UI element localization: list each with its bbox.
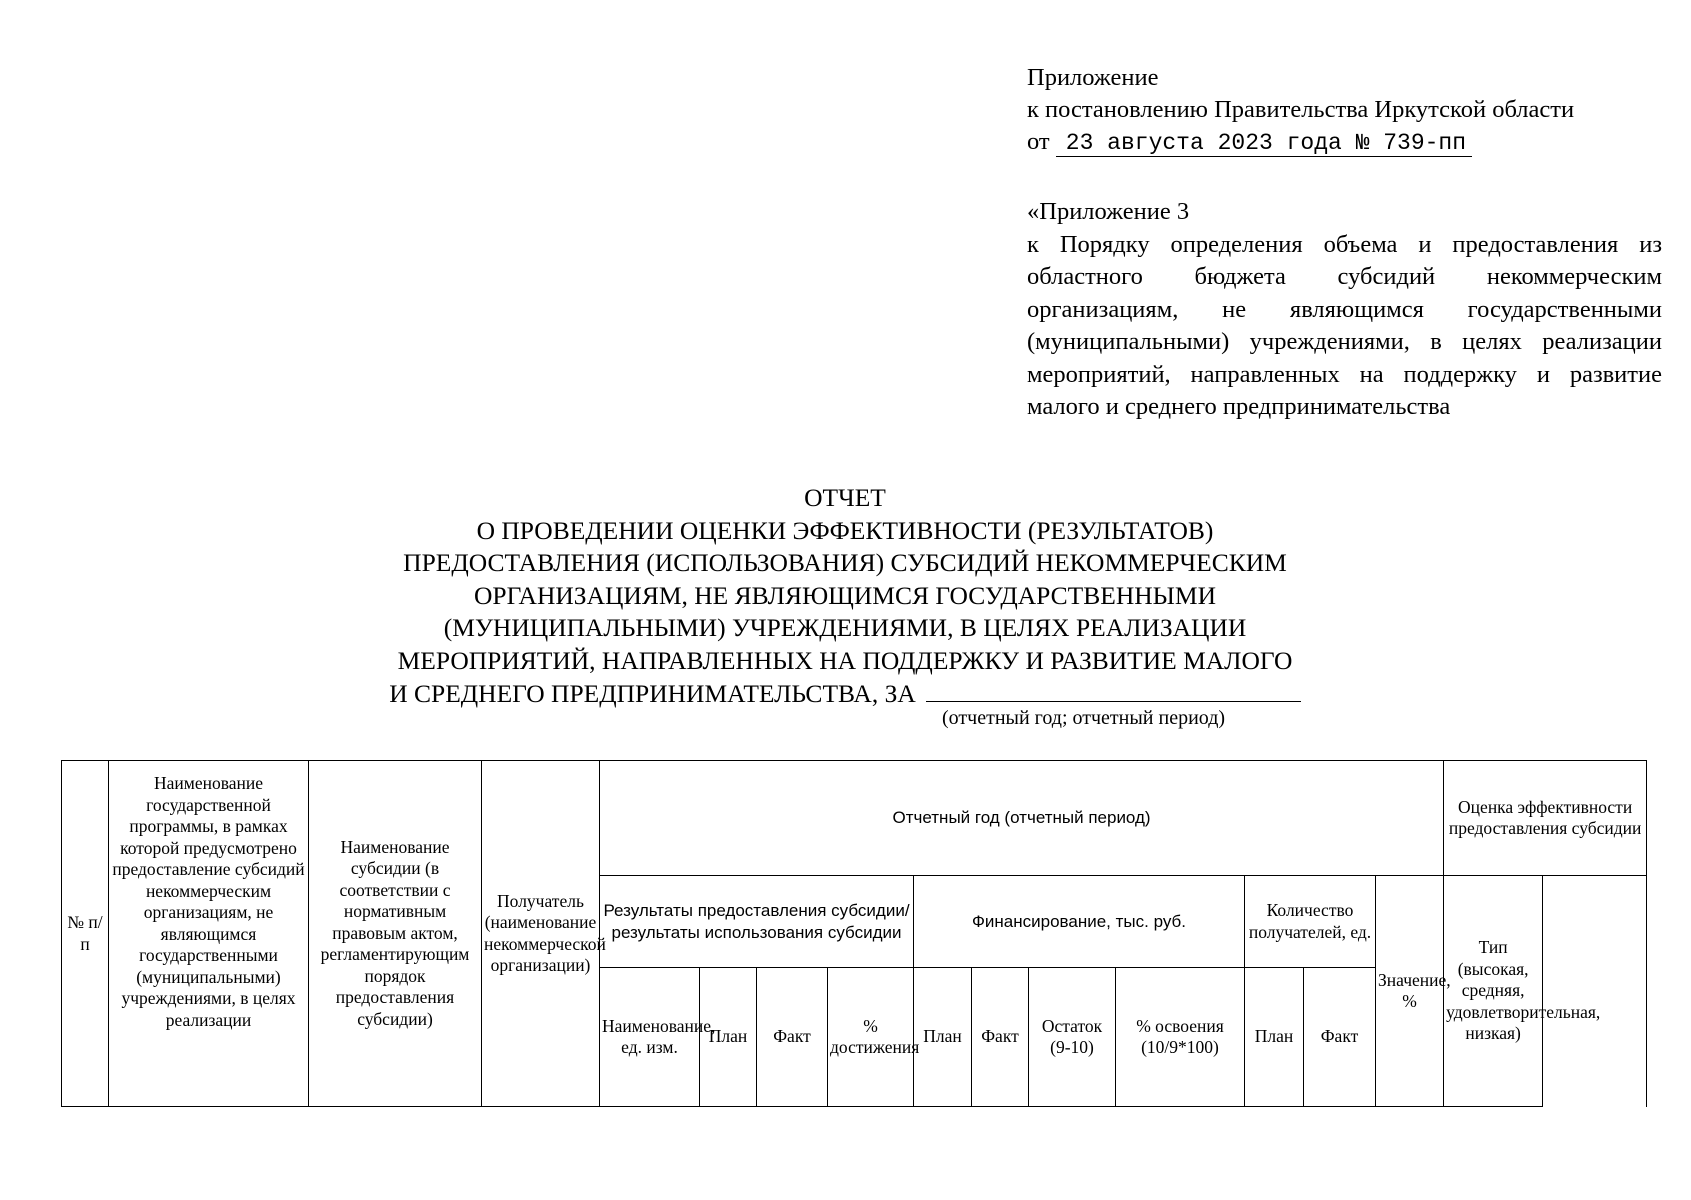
- header-number: № п/п: [62, 761, 109, 1107]
- header-financing-group: Финансирование, тыс. руб.: [914, 876, 1245, 968]
- header-assessment: Оценка эффективности предоставления субсидии: [1444, 761, 1647, 876]
- report-title-last-line: И СРЕДНЕГО ПРЕДПРИНИМАТЕЛЬСТВА, ЗА: [389, 679, 916, 708]
- header-value-pct: Значение, %: [1376, 876, 1444, 1107]
- appendix-decree-line: к постановлению Правительства Иркутской области: [1027, 96, 1575, 123]
- report-table: [61, 760, 1647, 1107]
- header-subsidy-name: Наименование субсидии (в соответствии с нормативным правовым актом, регламентирующим порядок предоставления субсидии): [309, 761, 482, 1107]
- report-title-line: ОТЧЕТ: [804, 483, 886, 512]
- header-recipients-plan: План: [1245, 968, 1304, 1107]
- header-results-plan: План: [700, 968, 757, 1107]
- header-financing-fact: Факт: [972, 968, 1029, 1107]
- period-caption: (отчетный год; отчетный период): [942, 707, 1226, 729]
- decree-reference-line: [1027, 126, 1662, 158]
- appendix-3-title: «Приложение 3: [1027, 198, 1190, 225]
- appendix-3-header: [1027, 196, 1662, 424]
- report-title-line: МЕРОПРИЯТИЙ, НАПРАВЛЕННЫХ НА ПОДДЕРЖКУ И РАЗВИТИЕ МАЛОГО: [397, 645, 1293, 675]
- report-title-line: (МУНИЦИПАЛЬНЫМИ) УЧРЕЖДЕНИЯМИ, В ЦЕЛЯХ РЕАЛИЗАЦИИ: [443, 613, 1247, 642]
- report-title-line: О ПРОВЕДЕНИИ ОЦЕНКИ ЭФФЕКТИВНОСТИ (РЕЗУЛЬТАТОВ): [476, 515, 1214, 545]
- period-blank-field[interactable]: [926, 677, 1301, 702]
- report-title-line: ОРГАНИЗАЦИЯМ, НЕ ЯВЛЯЮЩИМСЯ ГОСУДАРСТВЕННЫМИ: [473, 580, 1216, 610]
- header-financing-plan: План: [914, 968, 972, 1107]
- header-name-unit: Наименование, ед. изм.: [600, 968, 700, 1107]
- report-title-line: ПРЕДОСТАВЛЕНИЯ (ИСПОЛЬЗОВАНИЯ) СУБСИДИЙ НЕКОММЕРЧЕСКИМ: [403, 548, 1287, 577]
- header-results-fact: Факт: [757, 968, 828, 1107]
- header-results-group: Результаты предоставления субсидии/результаты использования субсидии: [600, 876, 914, 968]
- header-pct-used: % освоения (10/9*100): [1116, 968, 1245, 1107]
- header-reporting-year: Отчетный год (отчетный период): [600, 761, 1444, 876]
- header-balance: Остаток (9-10): [1029, 968, 1116, 1107]
- appendix-title: Приложение: [1027, 64, 1159, 91]
- decree-prefix: от: [1027, 128, 1050, 155]
- header-pct-achieved: % достижения: [828, 968, 914, 1107]
- header-program: Наименование государственной программы, в рамках которой предусмотрено предоставление субсидий некоммерческим организациям, не являющимся государственными (муниципальными) учреждениями, в целях реализации: [109, 761, 309, 1107]
- header-recipient: Получатель (наименование некоммерческой организации): [482, 761, 600, 1107]
- header-type: Тип (высокая, средняя, удовлетворительная, низкая): [1444, 876, 1543, 1107]
- header-recipients-count: Количество получателей, ед.: [1245, 876, 1376, 968]
- appendix-header: [1027, 62, 1662, 158]
- decree-reference: 23 августа 2023 года № 739-пп: [1056, 130, 1472, 157]
- appendix-3-text: к Порядку определения объема и предоставления из областного бюджета субсидий некоммерческим организациям, не являющимся государственными (муниципальными) учреждениями, в целях реализации мероприятий, направленных на поддержку и развитие малого и среднего предпринимательства: [1027, 230, 1662, 420]
- header-recipients-fact: Факт: [1304, 968, 1376, 1107]
- report-title: [320, 482, 1370, 711]
